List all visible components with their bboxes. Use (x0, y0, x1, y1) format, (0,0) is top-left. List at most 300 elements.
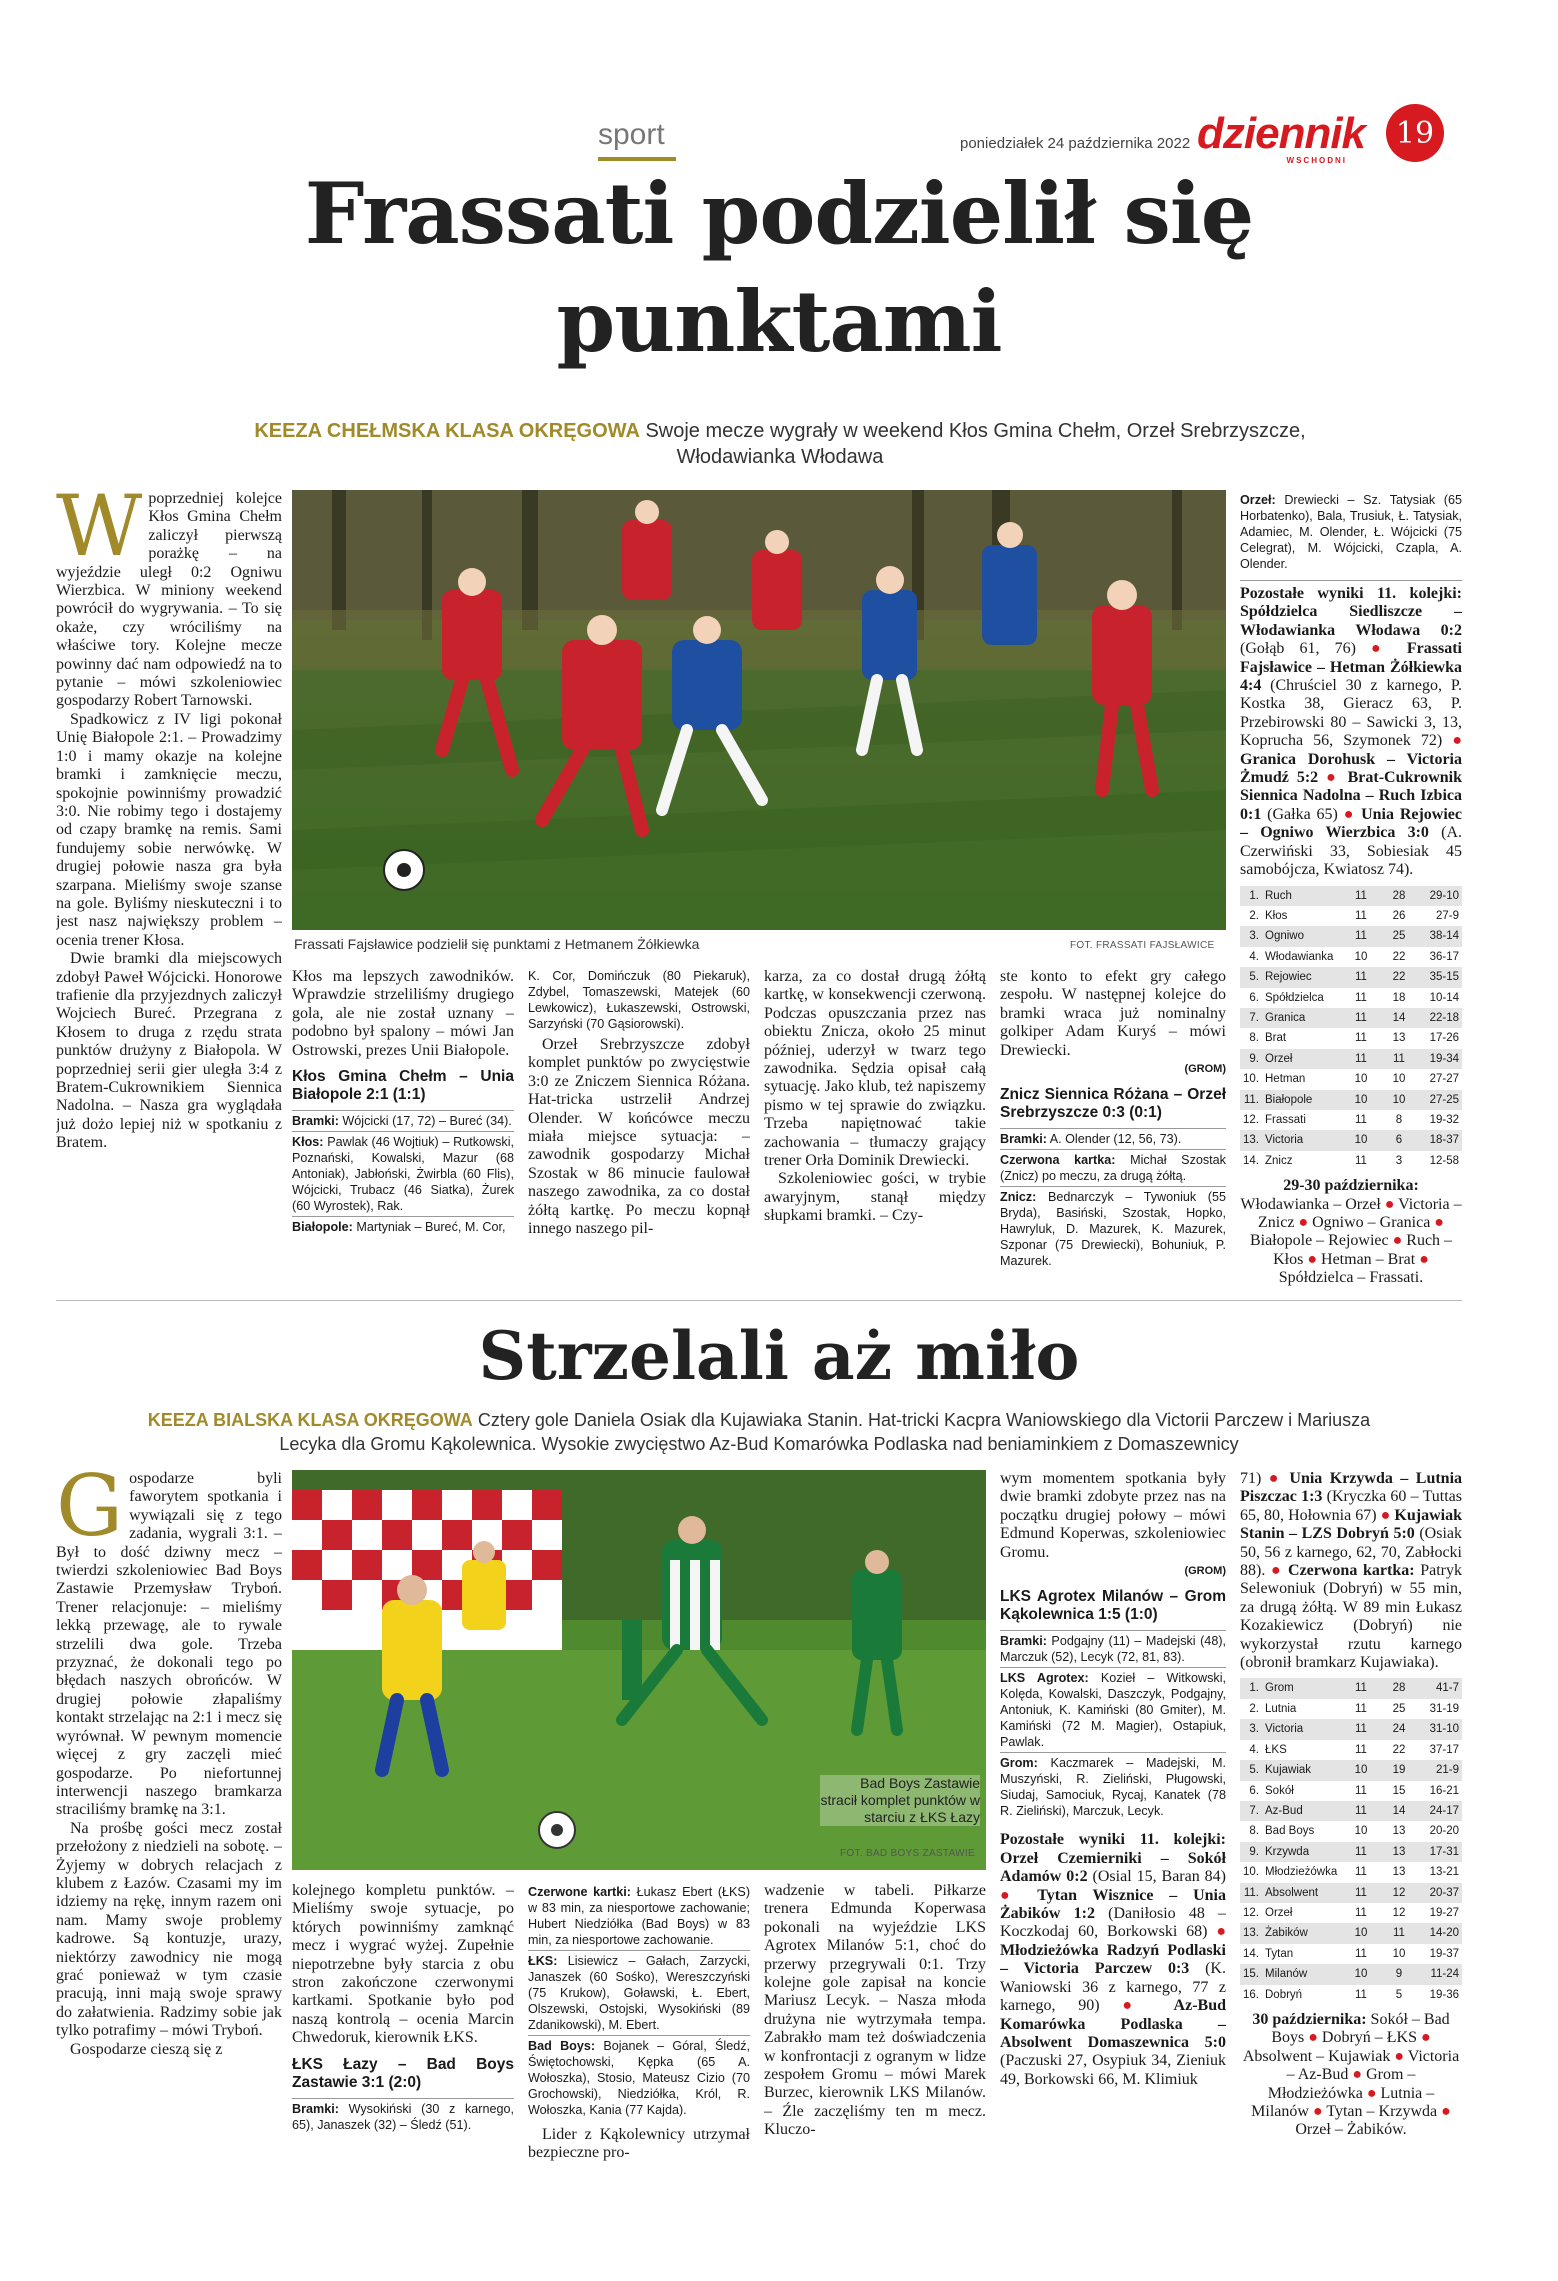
table-rank: 15. (1240, 1964, 1262, 1984)
table-team: Bad Boys (1265, 1825, 1315, 1838)
table-rank: 10. (1243, 1073, 1259, 1086)
match-heading: Kłos Gmina Chełm – Unia Białopole 2:1 (1:1) (292, 1068, 514, 1104)
result-detail: (Daniłosio 48 – Koczkodaj 60, Borkowski 68) (1000, 1905, 1226, 1941)
soccer-photo-1 (292, 490, 1226, 930)
table-goals: 35-15 (1418, 967, 1462, 987)
fixture-item: Białopole – Rejowiec (1249, 1232, 1389, 1250)
table-team: Dobryń (1265, 1988, 1303, 2001)
fixture-item: Lutnia – Milanów (1251, 2084, 1435, 2120)
table-played: 11 (1355, 1113, 1367, 1126)
table-row (1240, 1151, 1462, 1171)
table-team: Absolwent (1262, 1883, 1342, 1903)
table-points: 10 (1380, 1090, 1418, 1110)
table-points: 3 (1395, 1154, 1403, 1167)
table-row (1240, 988, 1462, 1008)
table-goals: 41-7 (1418, 1678, 1462, 1698)
article2-column-1 (56, 1470, 282, 2270)
result-detail: (Osial 15, Baran 84) (1087, 1868, 1226, 1886)
label: Grom: (1000, 1756, 1038, 1771)
table-played: 10 (1342, 1964, 1380, 1984)
league-table (1240, 886, 1462, 1172)
table-row (1240, 1740, 1462, 1760)
article1-headline (0, 160, 1558, 376)
table-played: 11 (1355, 1906, 1367, 1919)
match-lineup (1000, 1667, 1226, 1752)
table-rank: 12. (1243, 1113, 1259, 1126)
match-heading: ŁKS Łazy – Bad Boys Zastawie 3:1 (2:0) (292, 2055, 514, 2091)
table-points: 28 (1380, 1678, 1418, 1698)
match-lineup: K. Cor, Domińczuk (80 Piekaruk), Zdybel, Tomaszewski, Matejek (60 Lewkowicz), Łukaszewski, Ostrowski, Sarzyński (70 Gąsiorowski). (528, 969, 750, 1031)
table-played: 11 (1342, 1801, 1380, 1821)
table-played: 11 (1342, 1678, 1380, 1698)
label: Kłos: (292, 1135, 324, 1150)
label: Bramki: (1000, 1132, 1047, 1147)
table-goals: 19-36 (1429, 1988, 1459, 2001)
result-match: Brat-Cukrownik Siennica Nadolna – Ruch Izbica 0:1 (1240, 769, 1462, 823)
table-goals: 19-32 (1429, 1113, 1459, 1126)
table-row (1240, 1862, 1462, 1882)
table-row (1240, 1883, 1462, 1903)
match-red-card (1000, 1149, 1226, 1186)
match-lineup (292, 1216, 514, 1237)
result-match: Pozostałe wyniki 11. kolejki: Spółdzielca Siedliszcze – Włodawianka Włodawa 0:2 (1240, 585, 1462, 639)
table-goals: 37-17 (1429, 1743, 1459, 1756)
table-rank: 8. (1249, 1825, 1259, 1838)
article1-column-3 (528, 968, 750, 1288)
article2-lead-line1: Cztery gole Daniela Osiak dla Kujawiaka Stanin. Hat-tricki Kacpra Waniowskiego dla Victorii Parczew i Mariusza (477, 1410, 1371, 1430)
table-team: ŁKS (1265, 1743, 1287, 1756)
table-goals: 13-21 (1429, 1866, 1459, 1879)
table-team: Lutnia (1265, 1702, 1297, 1715)
logo-subtext: WSCHODNI (1286, 156, 1347, 165)
table-team: Żabików (1262, 1923, 1342, 1943)
table-team: Młodzieżówka (1265, 1866, 1338, 1879)
article1-photo-caption: Frassati Fajsławice podzielił się punktami z Hetmanem Żółkiewka (294, 936, 700, 952)
value: Wysokiński (30 z karnego, 65), Janaszek (32) – Śledź (51). (292, 2101, 514, 2132)
table-row (1240, 967, 1462, 987)
paragraph: Orzeł Srebrzyszcze zdobył komplet punktów po zwycięstwie 3:0 ze Zniczem Siennica Różana. Hat-tricka ustrzelił Andrzej Olender. W końcówce meczu miała miejsce sytuacja: – zawodnik gospodarzy Michał Szostak w 86 minucie faulował naszego zawodnika, za co dostał żółtą kartkę. Po meczu kopnął innego naszego pil- (528, 1036, 750, 1238)
table-played: 11 (1355, 909, 1367, 922)
paragraph: Na prośbę gości mecz został przełożony z niedzieli na sobotę. – Żyjemy w dobrych relacjach z klubem z Łazów. Czasami my im idziemy na rękę, innym razem oni nam. Mamy swoje problemy kadrowe. Są kontuzje, urazy, niektórzy zawodnicy nie mogą grać ponieważ w tym czasie pracują, inni mają swoje sprawy do załatwienia. Radzimy sobie jak tylko potrafimy – mówi Tryboń. (56, 1819, 282, 2040)
table-team: Victoria (1262, 1130, 1342, 1150)
table-points: 22 (1380, 967, 1418, 987)
table-rank: 12. (1243, 1906, 1259, 1919)
fixture-item: Victoria – Az-Bud (1286, 2047, 1460, 2084)
table-rank: 3. (1240, 1719, 1262, 1739)
result-detail: (Kryczka 60 – Tuttas 65, 80, Hołownia 67) (1240, 1488, 1462, 1524)
table-points: 11 (1380, 1923, 1418, 1943)
table-points: 8 (1395, 1113, 1403, 1126)
table-goals: 10-14 (1429, 991, 1459, 1004)
table-row (1240, 1903, 1462, 1923)
table-played: 11 (1355, 1702, 1367, 1715)
table-goals: 18-37 (1418, 1130, 1462, 1150)
bullet-icon: ● (1371, 640, 1407, 658)
value: Pawlak (46 Wojtiuk) – Rutkowski, Poznański, Kowalski, Mazur (68 Antoniak), Jabłoński, Żwirbla (60 Flis), Wójcicki, Trubacz (46 Siatka), Żurek (60 Wyrostek), Rak. (292, 1135, 514, 1214)
fixtures (1240, 2011, 1462, 2140)
result-match: Czerwona kartka: (1288, 1562, 1415, 1580)
table-team: Hetman (1265, 1073, 1306, 1086)
table-row (1240, 1008, 1462, 1028)
result-match: Młodzieżówka Radzyń Podlaski – Victoria Parczew 0:3 (1000, 1941, 1226, 1978)
dropcap: W (56, 490, 143, 575)
table-goals: 21-9 (1418, 1760, 1462, 1780)
result-match: Unia Krzywda – Lutnia Piszczac 1:3 (1240, 1470, 1462, 1506)
table-played: 11 (1342, 926, 1380, 946)
table-rank: 10. (1243, 1866, 1259, 1879)
article1-photo (292, 490, 1226, 930)
headline-line1: Frassati podzielił się (304, 164, 1254, 263)
paragraph: poprzedniej kolejce Kłos Gmina Chełm zaliczył pierwszą porażkę – na wyjeździe uległ 0:2 Ogniwu Wierzbica. W miniony weekend powrócił do wygrywania. – To się okaże, czy wróciliśmy na właściwe tory. Kolejne mecze powinny dać nam odpowiedź na to pytanie – mówi szkoleniowiec gospodarzy Robert Tarnowski. (56, 490, 282, 710)
paragraph: karza, za co dostał drugą żółtą kartkę, w konsekwencji czerwoną. Podczas opuszczania przez nas obiektu Znicza, około 25 minut później, uderzył w twarz tego zawodnika. Sędzia opisał całą sytuację. Jako klub, też napiszemy pismo w tej sprawie do związku. Trzeba napiętnować takie zachowania – tłumaczy grający trener Orła Dominik Drewiecki. (764, 968, 986, 1170)
bullet-icon: ● (1415, 1250, 1429, 1268)
table-row (1240, 1699, 1462, 1719)
label: Białopole: (292, 1220, 353, 1235)
other-results (1000, 1831, 1226, 2089)
article2-photo-caption: Bad Boys Zastawie stracił komplet punktów w starciu z ŁKS Łazy (820, 1775, 980, 1825)
article2-lead-line2: Lecyka dla Gromu Kąkolewnica. Wysokie zwycięstwo Az-Bud Komarówka Podlaska nad beniaminkiem z Domaszewnicy (279, 1434, 1239, 1454)
table-team: Victoria (1262, 1719, 1342, 1739)
match-lineup (1000, 1186, 1226, 1271)
table-team: Orzeł (1262, 1049, 1342, 1069)
paragraph: Gospodarze cieszą się z (70, 2040, 223, 2058)
bullet-icon: ● (1271, 1562, 1289, 1580)
label: Orzeł: (1240, 493, 1276, 507)
table-goals: 11-24 (1418, 1964, 1462, 1984)
fixtures-title: 30 października: (1252, 2010, 1367, 2028)
table-team: Granica (1262, 1008, 1342, 1028)
paragraph: ospodarze byli faworytem spotkania i wywiązali się z tego zadania, wygrali 3:1. – Był to dość dziwny mecz – twierdzi szkoleniowiec Bad Boys Zastawie Przemysław Tryboń. Trener relacjonuje: – mieliśmy lekką przewagę, ale to rywale strzelili dwa gole. Trzeba przyznać, że dokonali tego po błędach naszych obrońców. W drugiej połowie złapaliśmy kontakt strzelając na 2:1 i mecz się wyrównał. W pewnym momencie więcej z gry zaczęli mieć gospodarze. Po niefortunnej interwencji naszego bramkarza straciliśmy bramkę na 3:1. (56, 1470, 282, 1819)
bullet-icon: ● (1216, 1923, 1226, 1941)
table-team: Białopole (1262, 1090, 1342, 1110)
bullet-icon: ● (1437, 2103, 1451, 2120)
article2-photo-credit: FOT. BAD BOYS ZASTAWIE (840, 1848, 975, 1859)
article1-column-4 (764, 968, 986, 1288)
paragraph: Kłos ma lepszych zawodników. Wprawdzie strzeliliśmy drugiego gola, ale nie został uznany – podobno był spalony – mówi Jan Ostrowski, prezes Unii Białopole. (292, 968, 514, 1059)
fixture-item: Orzeł – Żabików. (1295, 2121, 1407, 2139)
label: Czerwona kartka: (1000, 1153, 1116, 1168)
result-match: Pozostałe wyniki 11. kolejki: Orzeł Czemierniki – Sokół Adamów 0:2 (1000, 1831, 1226, 1886)
paragraph: Lider z Kąkolewnicy utrzymał bezpieczne pro- (528, 2126, 750, 2162)
table-row (1240, 1985, 1462, 2005)
table-row (1240, 1028, 1462, 1048)
logo-text: dziennik (1197, 109, 1366, 158)
table-points: 13 (1392, 1032, 1406, 1045)
table-played: 11 (1355, 1032, 1367, 1045)
fixture-item: Victoria – Znicz (1258, 1195, 1462, 1231)
table-played: 10 (1354, 950, 1368, 963)
bullet-icon: ● (1388, 1232, 1407, 1250)
table-rank: 14. (1243, 1947, 1259, 1960)
table-team: Orzeł (1265, 1906, 1293, 1919)
table-points: 10 (1392, 1947, 1406, 1960)
match-lineup (528, 2035, 750, 2120)
table-points: 15 (1392, 1784, 1406, 1797)
fixtures (1240, 1177, 1462, 1287)
result-detail: (Chruściel 30 z karnego, P. Kostka 38, Gieracz 63, P. Przebirowski 80 – Sawicki 3, 13, Koprucha 56, Szymonek 72) (1240, 677, 1462, 750)
author-sign: (GROM) (1184, 1565, 1226, 1578)
match-red-cards (528, 1882, 750, 1950)
table-team: Frassati (1265, 1113, 1306, 1126)
article-divider (56, 1300, 1462, 1301)
result-detail: (Gołąb 61, 76) (1240, 640, 1372, 658)
table-rank: 8. (1249, 1032, 1259, 1045)
value: Bednarczyk – Tywoniuk (55 Bryda), Basiński, Szostak, Hopko, Hawryluk, D. Mazurek, K. Mazurek, Szponar (75 Drewiecki), Bohuniuk, P. Mazurek. (1000, 1190, 1226, 1269)
bullet-icon: ● (1362, 2084, 1381, 2102)
table-played: 11 (1342, 1008, 1380, 1028)
article1-column-6 (1240, 490, 1462, 1290)
table-points: 13 (1392, 1866, 1406, 1879)
table-played: 11 (1355, 1988, 1367, 2001)
bullet-icon: ● (1122, 1997, 1174, 2015)
table-goals: 27-9 (1435, 909, 1459, 922)
table-points: 6 (1380, 1130, 1418, 1150)
match-lineup (1240, 490, 1462, 574)
result-match: Granica Dorohusk – Victoria Żmudź 5:2 (1240, 750, 1462, 787)
bullet-icon: ● (1303, 1250, 1322, 1268)
result-match: Kujawiak Stanin – LZS Dobryń 5:0 (1240, 1506, 1462, 1543)
table-played: 10 (1342, 1130, 1380, 1150)
bullet-icon: ● (1000, 1886, 1038, 1904)
result-detail: (A. Czerwiński 33, Sobiesiak 45 samobójcza, Kwiatosz 74). (1240, 824, 1462, 879)
table-points: 19 (1380, 1760, 1418, 1780)
result-detail: (K. Waniowski 36 z karnego, 77 z karnego, 90) (1000, 1960, 1226, 2015)
table-row (1240, 1069, 1462, 1089)
fixture-item: Spółdzielca – Frassati. (1278, 1269, 1424, 1287)
table-played: 10 (1354, 1073, 1368, 1086)
article1-kicker: KEEZA CHEŁMSKA KLASA OKRĘGOWA (254, 420, 640, 442)
table-played: 11 (1355, 991, 1367, 1004)
table-goals: 24-17 (1418, 1801, 1462, 1821)
table-goals: 20-20 (1429, 1825, 1459, 1838)
table-row (1240, 1130, 1462, 1150)
bullet-icon: ● (1326, 769, 1348, 787)
article1-column-1 (56, 490, 282, 1290)
table-team: Milanów (1262, 1964, 1342, 1984)
table-goals: 27-25 (1418, 1090, 1462, 1110)
table-rank: 3. (1240, 926, 1262, 946)
label: LKS Agrotex: (1000, 1671, 1089, 1686)
table-row (1240, 1049, 1462, 1069)
table-row (1240, 1923, 1462, 1943)
table-played: 11 (1355, 1947, 1367, 1960)
dropcap: G (56, 1470, 124, 1555)
result-detail: (Paczuski 27, Osypiuk 34, Zieniuk 49, Borkowski 66, M. Klimiuk (1000, 2052, 1226, 2088)
table-rank: 2. (1249, 909, 1259, 922)
table-goals: 36-17 (1429, 950, 1459, 963)
table-points: 14 (1380, 1008, 1418, 1028)
table-played: 11 (1342, 1842, 1380, 1862)
table-goals: 16-21 (1429, 1784, 1459, 1797)
page-number-badge (1386, 104, 1444, 162)
table-team: Grom (1262, 1678, 1342, 1698)
table-rank: 11. (1240, 1090, 1262, 1110)
results-paragraph (1240, 1470, 1462, 1672)
headline-line2: punktami (556, 272, 1002, 371)
result-detail: Patryk Selewoniuk (Dobryń) w 55 min, za drugą żółtą. W 89 min Łukasz Kozakiewicz (Dobryń) nie wykorzystał rzutu karnego (obronił bramkarz Kujawiaka). (1240, 1562, 1462, 1672)
match-heading: Znicz Siennica Różana – Orzeł Srebrzyszcze 0:3 (0:1) (1000, 1086, 1226, 1122)
table-row (1240, 1781, 1462, 1801)
match-lineup (528, 1950, 750, 2035)
table-goals: 29-10 (1418, 886, 1462, 906)
article1-column-2 (292, 968, 514, 1288)
table-team: Krzywda (1262, 1842, 1342, 1862)
bullet-icon: ● (1304, 2029, 1322, 2047)
value: Lisiewicz – Gałach, Zarzycki, Janaszek (60 Sośko), Wereszczyński (75 Krukow), Goławski, Ł. Ebert, Olszewski, Ostojski, Wysokiński (89 Zdanikowski), M. Ebert. (528, 1954, 750, 2032)
table-goals: 38-14 (1418, 926, 1462, 946)
fixture-item: Dobryń – ŁKS (1321, 2029, 1417, 2047)
fixture-item: Absolwent – Kujawiak (1242, 2047, 1391, 2065)
table-goals: 20-37 (1418, 1883, 1462, 1903)
match-goals (1000, 1128, 1226, 1149)
table-row (1240, 906, 1462, 926)
table-rank: 6. (1249, 991, 1259, 1004)
table-row (1240, 1842, 1462, 1862)
issue-date: poniedziałek 24 października 2022 (960, 135, 1191, 152)
table-row (1240, 1719, 1462, 1739)
article1-lead (60, 418, 1500, 470)
article2-kicker: KEEZA BIALSKA KLASA OKRĘGOWA (147, 1410, 473, 1430)
table-points: 13 (1380, 1842, 1418, 1862)
table-row (1240, 1821, 1462, 1841)
article1-column-5 (1000, 968, 1226, 1288)
paragraph: Spadkowicz z IV ligi pokonał Unię Białopole 2:1. – Prowadzimy 1:0 i mamy okazje na kolejne bramki i zamknięcie meczu, spokojnie powinniśmy prowadzić 3:0. Nie robimy tego i dostajemy od czapy bramkę na remis. Sami fundujemy sobie nerwówkę. W drugiej połowie nasza gra była szarpana. Mieliśmy swoje szanse na gole. Byliśmy nieskuteczni i to jest nasz największy problem – ocenia trener Kłosa. (56, 710, 282, 949)
value: Łukasz Ebert (ŁKS) w 83 min, za niesportowe zachowanie; Hubert Niedziółka (Bad Boys) w 83 min, za niesportowe zachowanie. (528, 1885, 750, 1947)
table-goals: 31-19 (1429, 1702, 1459, 1715)
result-detail: (Osiak 50, 56 z karnego, 62, 70, Zabłocki 88). (1240, 1525, 1462, 1580)
article1-lead-line2: Włodawianka Włodawa (676, 446, 884, 468)
fixture-item: Grom – Młodzieżówka (1267, 2066, 1416, 2102)
table-rank: 4. (1249, 1743, 1259, 1756)
table-team: Rejowiec (1262, 967, 1342, 987)
article2-column-3 (528, 1882, 750, 2272)
table-played: 11 (1342, 1719, 1380, 1739)
table-points: 22 (1392, 1743, 1406, 1756)
bullet-icon: ● (1380, 1195, 1399, 1213)
value: Drewiecki – Sz. Tatysiak (65 Horbatenko), Bala, Trusiuk, Ł. Tatysiak, Adamiec, M. Olender, Ł. Wójcicki (75 Celegrat), M. Wójcicki, Czapla, A. Olender. (1240, 493, 1462, 571)
table-points: 25 (1380, 926, 1418, 946)
table-rank: 5. (1240, 967, 1262, 987)
table-row (1240, 1090, 1462, 1110)
label: Znicz: (1000, 1190, 1037, 1205)
table-row (1240, 1964, 1462, 1984)
value: Podgajny (11) – Madejski (48), Marczuk (52), Lecyk (72, 81, 83). (1000, 1634, 1226, 1665)
table-rank: 9. (1240, 1049, 1262, 1069)
table-points: 26 (1392, 909, 1406, 922)
value: A. Olender (12, 56, 73). (1049, 1132, 1182, 1147)
table-rank: 13. (1240, 1923, 1262, 1943)
table-played: 11 (1342, 1883, 1380, 1903)
table-goals: 19-27 (1429, 1906, 1459, 1919)
result-match: Frassati Fajsławice – Hetman Żółkiewka 4:4 (1240, 640, 1462, 695)
table-points: 13 (1392, 1825, 1406, 1838)
section-label: sport (598, 118, 665, 151)
value: Kaczmarek – Madejski, M. Muszyński, R. Zieliński, Pługowski, Siudaj, Samociuk, Rycaj, Kanatek (78 R. Zieliński), Marczuk, Lecyk. (1000, 1756, 1226, 1819)
paragraph: ste konto to efekt gry całego zespołu. W następnej kolejce do bramki wraca już nominalny golkiper Adam Kuryś – mówi Drewiecki. (1000, 968, 1226, 1059)
fixture-item: Tytan – Krzywda (1326, 2103, 1438, 2120)
table-points: 14 (1380, 1801, 1418, 1821)
table-points: 22 (1392, 950, 1406, 963)
table-played: 11 (1342, 1049, 1380, 1069)
table-row (1240, 1678, 1462, 1698)
fixture-item: Hetman – Brat (1321, 1250, 1416, 1268)
table-rank: 7. (1240, 1008, 1262, 1028)
value: Kozieł – Witkowski, Kolęda, Kowalski, Daszczyk, Podgajny, Antoniuk, K. Kamiński (80 Gmiter), M. Kamiński (72 M. Magier), Ostapiuk, Pawlak. (1000, 1671, 1226, 1750)
table-row (1240, 926, 1462, 946)
fixture-item: Sokół – Bad Boys (1271, 2010, 1450, 2047)
table-rank: 7. (1240, 1801, 1262, 1821)
label: ŁKS: (528, 1954, 558, 1968)
table-played: 10 (1354, 1825, 1368, 1838)
page-number: 19 (1395, 115, 1435, 151)
table-goals: 19-37 (1429, 1947, 1459, 1960)
fixtures-title: 29-30 października: (1283, 1177, 1419, 1195)
table-played: 11 (1355, 1154, 1367, 1167)
table-goals: 27-27 (1429, 1073, 1459, 1086)
table-row (1240, 947, 1462, 967)
fixture-item: Ruch – Kłos (1273, 1232, 1453, 1268)
table-rank: 4. (1249, 950, 1259, 963)
table-team: Ruch (1262, 886, 1342, 906)
result-match: Tytan Wisznice – Unia Żabików 1:2 (1000, 1886, 1226, 1923)
table-team: Sokół (1265, 1784, 1294, 1797)
table-rank: 13. (1240, 1130, 1262, 1150)
table-goals: 14-20 (1418, 1923, 1462, 1943)
bullet-icon: ● (1390, 2047, 1408, 2065)
article2-headline: Strzelali aż miło (478, 1317, 1080, 1395)
table-row (1240, 886, 1462, 906)
table-rank: 2. (1249, 1702, 1259, 1715)
table-rank: 6. (1249, 1784, 1259, 1797)
table-rank: 9. (1240, 1842, 1262, 1862)
fixture-item: Ogniwo – Granica (1312, 1214, 1431, 1231)
paragraph: Szkoleniowiec gości, w trybie awaryjnym, stanął między słupkami bramki. – Czy- (764, 1170, 986, 1225)
table-goals: 17-31 (1418, 1842, 1462, 1862)
table-goals: 12-58 (1429, 1154, 1459, 1167)
match-heading: LKS Agrotex Milanów – Grom Kąkolewnica 1:5 (1:0) (1000, 1588, 1226, 1624)
label: Czerwone kartki: (528, 1885, 631, 1899)
article1-lead-line1: Swoje mecze wygrały w weekend Kłos Gmina Chełm, Orzeł Srebrzyszcze, (645, 420, 1306, 442)
bullet-icon: ● (1268, 1470, 1290, 1487)
table-points: 24 (1380, 1719, 1418, 1739)
bullet-icon: ● (1348, 2066, 1367, 2084)
article2-column-6 (1240, 1470, 1462, 2270)
value: Wójcicki (17, 72) – Bureć (34). (342, 1114, 512, 1129)
table-played: 10 (1342, 1923, 1380, 1943)
result-detail: (Gałka 65) (1261, 805, 1344, 823)
table-goals: 19-34 (1418, 1049, 1462, 1069)
table-played: 11 (1355, 1866, 1367, 1879)
table-points: 12 (1380, 1883, 1418, 1903)
match-goals (292, 1110, 514, 1131)
value: Martyniak – Bureć, M. Cor, (356, 1220, 506, 1235)
label: Bramki: (1000, 1634, 1047, 1649)
bullet-icon: ● (1380, 1506, 1395, 1524)
table-goals: 22-18 (1418, 1008, 1462, 1028)
paragraph: wadzenie w tabeli. Piłkarze trenera Edmunda Koperwasa pokonali na wyjeździe LKS Agrotex Milanów 5:1, choć do przerwy przegrywali 0:1. Trzy kolejne gole zapisał na koncie Mariusz Lecyk. – Nasza młoda drużyna nie wytrzymała tempa. Zabrakło mam też doświadczenia w konfrontacji z ogranym w lidze zespołem Gromu – mówi Marek Burzec, kierownik LKS Milanów. – Źle zaczęliśmy ten m mecz. Kluczo- (764, 1882, 986, 2139)
results-paragraph (1240, 585, 1462, 880)
article2-column-2 (292, 1882, 514, 2272)
table-row (1240, 1110, 1462, 1130)
table-played: 10 (1342, 1760, 1380, 1780)
match-lineup (1000, 1752, 1226, 1821)
bullet-icon: ● (1294, 1214, 1313, 1231)
result-match: Unia Rejowiec – Ogniwo Wierzbica 3:0 (1240, 805, 1462, 842)
table-points: 10 (1392, 1073, 1406, 1086)
result-detail (1318, 769, 1326, 786)
table-rank: 5. (1240, 1760, 1262, 1780)
match-goals (1000, 1630, 1226, 1667)
